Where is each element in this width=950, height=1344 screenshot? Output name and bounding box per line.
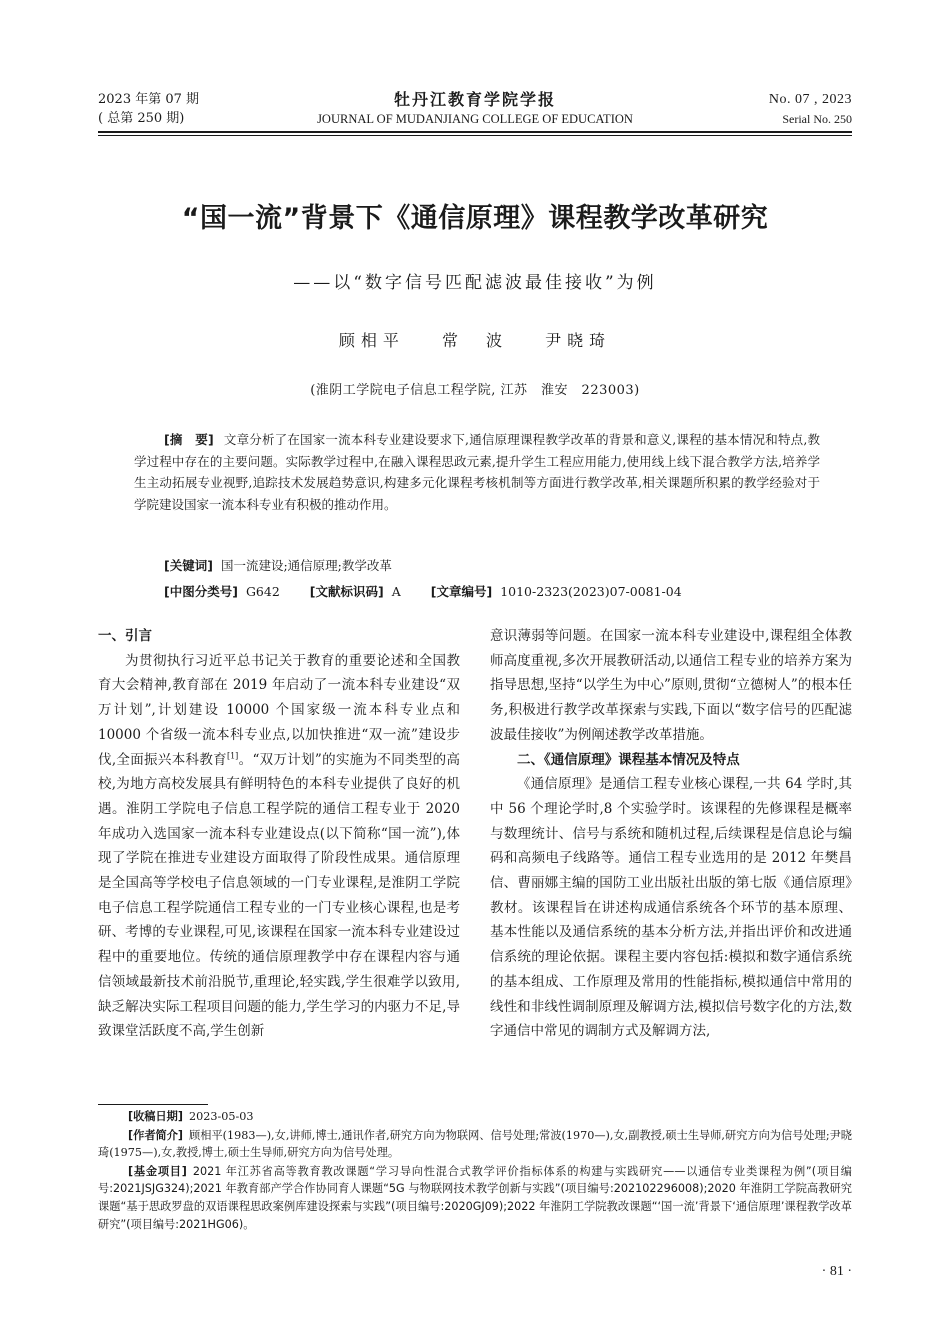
section-2-heading: 二、《通信原理》课程基本情况及特点 [517, 751, 740, 768]
author-bio-value: 顾相平(1983—),女,讲师,博士,通讯作者,研究方向为物联网、信号处理;常波(1970—),女,副教授,硕士生导师,研究方向为信号处理;尹晓琦(1975—),女,教授,博士,硕士生导师,研究方向为信号处理。 [98, 1128, 852, 1160]
clc-value: G642 [245, 584, 280, 599]
author-name: 尹晓琦 [545, 331, 612, 350]
total-issue-cn: ( 总第 250 期) [98, 111, 185, 126]
received-date [98, 1108, 852, 1126]
article-no-value: 1010-2323(2023)07-0081-04 [500, 584, 682, 599]
serial-en: Serial No. 250 [782, 112, 852, 126]
doc-code-label: [文献标识码] [309, 584, 384, 599]
citation: [1] [226, 751, 239, 761]
journal-name-en: JOURNAL OF MUDANJIANG COLLEGE OF EDUCATION [317, 112, 633, 126]
funding [98, 1163, 852, 1233]
author-bio [98, 1127, 852, 1162]
keywords-label: [关键词] [164, 558, 213, 573]
received-value: 2023-05-03 [188, 1110, 254, 1123]
classification-line [164, 582, 682, 602]
funding-label: [基金项目] [128, 1164, 187, 1178]
paragraph-text: 为贯彻执行习近平总书记关于教育的重要论述和全国教育大会精神,教育部在 2019 年启动了一流本科专业建设“双万计划”,计划建设 10000 个国家级一流本科专业点和 10000 个省级一流本科专业点,以加快推进“双一流”建设步伐,全面振兴本科教育 [98, 652, 460, 768]
abstract [134, 429, 820, 515]
author-name: 顾相平 [338, 331, 405, 350]
header-rule-thick [98, 131, 852, 133]
page-header [98, 90, 852, 130]
author-bio-label: [作者简介] [128, 1128, 184, 1142]
section-1-heading: 一、引言 [98, 628, 152, 644]
page-number: · 81 · [821, 1264, 852, 1279]
article-subtitle: ——以“数字信号匹配滤波最佳接收”为例 [293, 273, 657, 293]
author-name: 常 波 [441, 331, 508, 350]
issue-en: No. 07 , 2023 [768, 92, 852, 107]
keywords-text: 国一流建设;通信原理;教学改革 [220, 558, 392, 573]
header-rule-thin [98, 135, 852, 136]
header-issue-en [769, 90, 852, 128]
article-title: “国一流”背景下《通信原理》课程教学改革研究 [181, 203, 769, 234]
author-list [0, 328, 950, 351]
journal-name-cn: 牡丹江教育学院学报 [393, 90, 556, 109]
doc-code-value: A [391, 584, 401, 599]
keywords [164, 556, 392, 576]
affiliation: (淮阴工学院电子信息工程学院, 江苏 淮安 223003) [310, 383, 640, 398]
funding-value: 2021 年江苏省高等教育教改课题“学习导向性混合式教学评价指标体系的构建与实践研究——以通信专业类课程为例”(项目编号:2021JSJG324);2021 年教育部产学合作协同育人课题“5G 与物联网技术教学创新与实践”(项目编号:202102296008);2020 年淮阴工学院高教研究课题“基于思政罗盘的双语课程思政案例库建设探索与实践”(项目编号:2020GJ09);2022 年淮阴工学院教改课题“‘国一流’背景下‘通信原理’课程教学改革研究”(项目编号:2021HG06)。 [98, 1164, 852, 1231]
paragraph-text: 。“双万计划”的实施为不同类型的高校,为地方高校发展具有鲜明特色的本科专业提供了良好的机遇。淮阴工学院电子信息工程学院的通信工程专业于 2020 年成功入选国家一流本科专业建设点(以下简称“国一流”),体现了学院在推进专业建设方面取得了阶段性成果。通信原理是全国高等学校电子信息领域的一门专业课程,是淮阴工学院电子信息工程学院通信工程专业的一门专业核心课程,也是考研、考博的专业课程,可见,该课程在国家一流本科专业建设过程中的重要地位。传统的通信原理教学中存在课程内容与通信领域最新技术前沿脱节,重理论,轻实践,学生很难学以致用,缺乏解决实际工程项目问题的能力,学生学习的内驱力不足,导致课堂活跃度不高,学生创新 [98, 751, 460, 1040]
section-2-paragraph: 《通信原理》是通信工程专业核心课程,一共 64 学时,其中 56 个理论学时,8 个实验学时。该课程的先修课程是概率与数理统计、信号与系统和随机过程,后续课程是信息论与编码和高频电子线路等。通信工程专业选用的是 2012 年樊昌信、曹丽娜主编的国防工业出版社出版的第七版《通信原理》教材。该课程旨在讲述构成通信系统各个环节的基本原理、基本性能以及通信系统的基本分析方法,并指出评价和改进通信系统的理论依据。课程主要内容包括:模拟和数字通信系统的基本组成、工作原理及常用的性能指标,模拟通信中常用的线性和非线性调制原理及解调方法,模拟信号数字化的方法,数字通信中常见的调制方式及解调方法, [490, 776, 852, 1040]
header-journal [98, 90, 852, 128]
abstract-text: 文章分析了在国家一流本科专业建设要求下,通信原理课程教学改革的背景和意义,课程的基本情况和特点,教学过程中存在的主要问题。实际教学过程中,在融入课程思政元素,提升学生工程应用能力,使用线上线下混合教学方法,培养学生主动拓展专业视野,追踪技术发展趋势意识,构建多元化课程考核机制等方面进行教学改革,相关课题所积累的教学经验对于学院建设国家一流本科专业有积极的推动作用。 [134, 432, 820, 512]
received-label: [收稿日期] [128, 1110, 183, 1123]
article-no-label: [文章编号] [430, 584, 493, 599]
section-1-paragraph [98, 649, 460, 1044]
footnote-rule [98, 1104, 208, 1105]
body-column-left [98, 624, 460, 1044]
clc-label: [中图分类号] [164, 584, 238, 599]
footnotes [98, 1108, 852, 1234]
issue-cn: 2023 年第 07 期 [98, 92, 200, 107]
body-column-right [490, 624, 852, 1044]
abstract-label: [摘 要] [164, 432, 214, 447]
section-1-paragraph-cont: 意识薄弱等问题。在国家一流本科专业建设中,课程组全体教师高度重视,多次开展教研活动,以通信工程专业的培养方案为指导思想,坚持“以学生为中心”原则,贯彻“立德树人”的根本任务,积极进行教学改革探索与实践,下面以“数字信号的匹配滤波最佳接收”为例阐述教学改革措施。 [490, 628, 852, 743]
